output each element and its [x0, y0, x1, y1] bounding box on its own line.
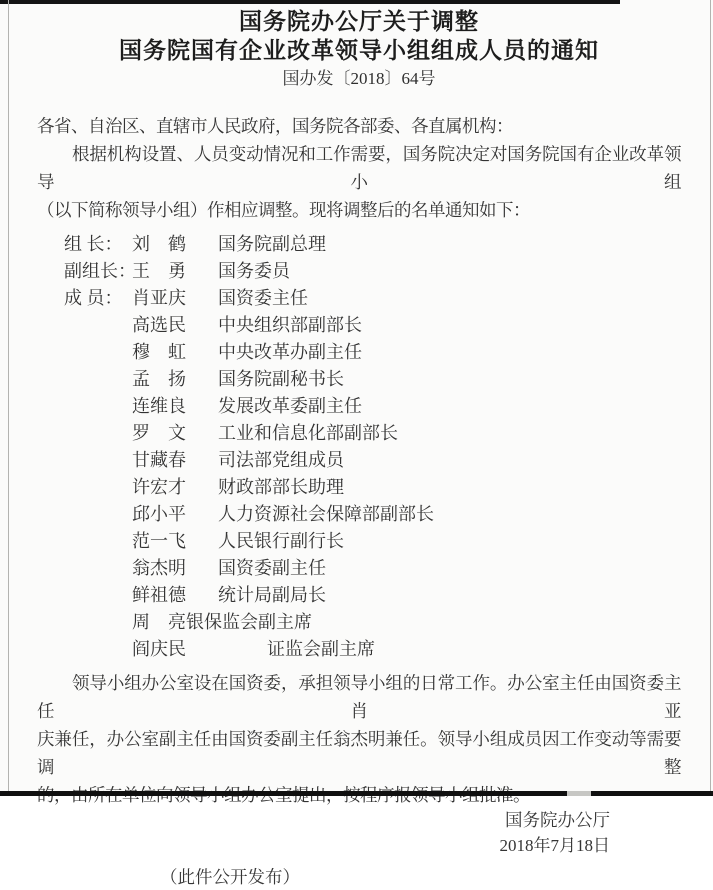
member-title: 证监会副主席 — [267, 639, 375, 659]
signature-date: 2018年7月18日 — [499, 836, 610, 855]
roster-row — [37, 339, 681, 366]
member-title: 司法部党组成员 — [218, 450, 344, 470]
member-title: 国资委主任 — [218, 288, 308, 308]
member-name: 周 亮 — [132, 612, 186, 632]
signature-block — [37, 807, 681, 857]
member-name: 翁杰明 — [132, 558, 186, 578]
member-name: 甘藏春 — [132, 450, 186, 470]
member-name: 罗 文 — [132, 423, 186, 443]
member-title: 统计局副局长 — [218, 585, 326, 605]
roster-list — [37, 231, 681, 663]
roster-row — [37, 636, 681, 663]
member-name: 连维良 — [132, 396, 186, 416]
member-title: 人民银行副行长 — [218, 531, 344, 551]
member-name: 刘 鹤 — [132, 234, 186, 254]
member-title: 国资委副主任 — [218, 558, 326, 578]
member-name: 范一飞 — [132, 531, 186, 551]
member-title: 发展改革委副主任 — [218, 396, 362, 416]
roster-row — [37, 447, 681, 474]
member-name: 孟 扬 — [132, 369, 186, 389]
bottom-bar-gap — [567, 791, 591, 796]
member-title: 财政部部长助理 — [218, 477, 344, 497]
roster-row — [37, 420, 681, 447]
member-name: 邱小平 — [132, 504, 186, 524]
salutation-line: 各省、自治区、直辖市人民政府，国务院各部委、各直属机构： — [37, 116, 513, 136]
document-title-line1: 国务院办公厅关于调整 — [239, 9, 479, 34]
document-number: 国办发〔2018〕64号 — [282, 69, 436, 88]
roster-row — [37, 231, 681, 258]
intro-paragraph-line2: （以下简称领导小组）作相应调整。现将调整后的名单通知如下： — [37, 200, 530, 220]
bottom-border-bar — [0, 791, 713, 796]
roster-row — [37, 393, 681, 420]
roster-role-label: 成 员： — [64, 288, 123, 308]
member-title: 银保监会副主席 — [186, 612, 312, 632]
roster-row — [37, 258, 681, 285]
member-name: 高选民 — [132, 315, 186, 335]
roster-row — [37, 528, 681, 555]
closing-paragraph-line2: 庆兼任，办公室副主任由国资委副主任翁杰明兼任。领导小组成员因工作变动等需要调整 — [37, 729, 681, 777]
member-name: 许宏才 — [132, 477, 186, 497]
member-name: 肖亚庆 — [132, 288, 186, 308]
member-title: 中央组织部副部长 — [218, 315, 362, 335]
roster-row — [37, 366, 681, 393]
member-title: 中央改革办副主任 — [218, 342, 362, 362]
member-title: 国务委员 — [218, 261, 290, 281]
roster-row — [37, 555, 681, 582]
roster-row — [37, 312, 681, 339]
closing-paragraph — [37, 669, 681, 809]
roster-role-label: 组 长： — [64, 234, 123, 254]
roster-row — [37, 609, 681, 636]
roster-row — [37, 582, 681, 609]
intro-paragraph-line1: 根据机构设置、人员变动情况和工作需要，国务院决定对国务院国有企业改革领导小组 — [37, 144, 681, 192]
closing-paragraph-line1: 领导小组办公室设在国资委，承担领导小组的日常工作。办公室主任由国资委主任肖亚 — [37, 673, 681, 721]
roster-row — [37, 474, 681, 501]
roster-row — [37, 285, 681, 312]
member-name: 阎庆民 — [132, 639, 186, 659]
roster-row — [37, 501, 681, 528]
member-name: 王 勇 — [132, 261, 186, 281]
member-title: 国务院副秘书长 — [218, 369, 344, 389]
publish-note: （此件公开发布） — [160, 867, 300, 887]
signature-issuer: 国务院办公厅 — [505, 810, 610, 830]
document-title-line2: 国务院国有企业改革领导小组组成人员的通知 — [119, 38, 599, 63]
member-title: 国务院副总理 — [218, 234, 326, 254]
roster-role-label: 副组长： — [64, 261, 136, 281]
member-title: 工业和信息化部副部长 — [218, 423, 398, 443]
member-title: 人力资源社会保障部副部长 — [218, 504, 434, 524]
member-name: 穆 虹 — [132, 342, 186, 362]
member-name: 鲜祖德 — [132, 585, 186, 605]
